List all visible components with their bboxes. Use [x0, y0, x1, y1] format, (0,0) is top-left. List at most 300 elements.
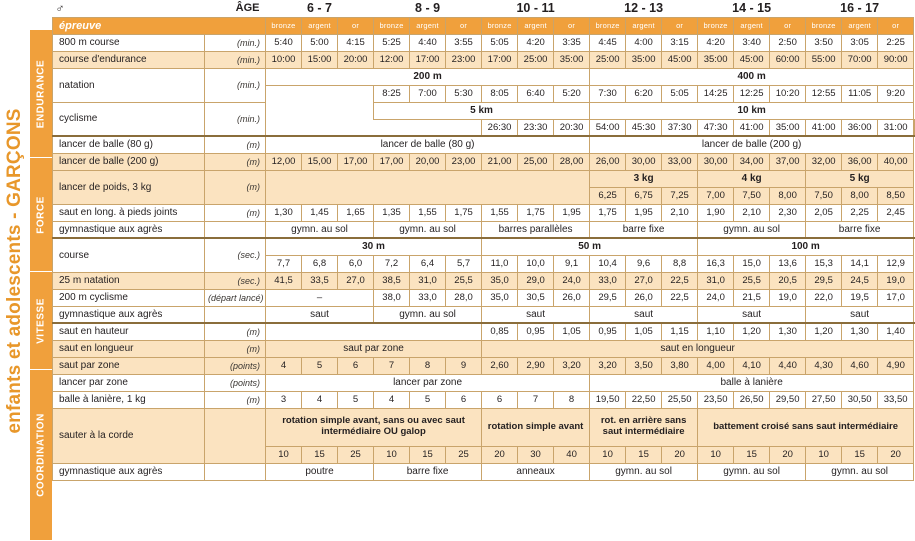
cell: 31,0: [410, 272, 446, 289]
row-label: 200 m cyclisme: [53, 289, 205, 306]
table-row: [53, 238, 915, 255]
table-row: [53, 408, 915, 446]
row-unit: [205, 463, 266, 480]
cell: 26,50: [734, 391, 770, 408]
row-unit: (m): [205, 391, 266, 408]
medal-argent: argent: [302, 17, 338, 34]
merged-cell: 100 m: [698, 238, 914, 255]
cell: 5:40: [266, 34, 302, 51]
table-row: [53, 357, 915, 374]
medal-argent: argent: [842, 17, 878, 34]
cell-empty: [374, 119, 482, 136]
cell: 1,95: [554, 204, 590, 221]
cell: 1,65: [338, 204, 374, 221]
cell: 7,50: [734, 187, 770, 204]
row-label: lancer par zone: [53, 374, 205, 391]
cell-empty: [266, 85, 302, 102]
cell: 6,75: [626, 187, 662, 204]
cell: 25,5: [446, 272, 482, 289]
table-row: [53, 204, 915, 221]
section-band: [30, 0, 52, 541]
cell: 19,5: [842, 289, 878, 306]
cell: 35:00: [770, 119, 806, 136]
cell: 4: [374, 391, 410, 408]
cell: 15:00: [302, 51, 338, 68]
cell: 8:05: [482, 85, 518, 102]
cell: 41:00: [806, 119, 842, 136]
merged-cell: battement croisé sans saut intermédiaire: [698, 408, 914, 446]
section-force-label: FORCE: [35, 195, 47, 234]
medal-or: or: [770, 17, 806, 34]
cell: 2,90: [518, 357, 554, 374]
cell: 29,5: [590, 289, 626, 306]
cell: 10: [698, 446, 734, 463]
cell: 2,25: [842, 204, 878, 221]
cell: 10: [806, 446, 842, 463]
cell: 33,0: [410, 289, 446, 306]
merged-cell: 10 km: [590, 102, 914, 119]
medal-or: or: [662, 17, 698, 34]
table-row: [53, 391, 915, 408]
table-row: [53, 289, 915, 306]
merged-cell: 400 m: [590, 68, 914, 85]
cell: 3,20: [554, 357, 590, 374]
cell: 14,1: [842, 255, 878, 272]
cell: 1,35: [374, 204, 410, 221]
merged-cell-empty: [266, 170, 590, 204]
medal-argent: argent: [410, 17, 446, 34]
cell: 0,95: [518, 323, 554, 340]
cell: 1,45: [302, 204, 338, 221]
cell: 3:55: [446, 34, 482, 51]
cell: 9,6: [626, 255, 662, 272]
row-unit: (m): [205, 204, 266, 221]
merged-cell: 50 m: [482, 238, 698, 255]
row-label: natation: [53, 68, 205, 102]
epreuve-header: épreuve: [53, 17, 266, 34]
cell: 23,50: [698, 391, 734, 408]
merged-cell: gymn. au sol: [698, 463, 806, 480]
row-label: lancer de poids, 3 kg: [53, 170, 205, 204]
cell: 7:00: [410, 85, 446, 102]
row-label: course d'endurance: [53, 51, 205, 68]
cell: 1,30: [842, 323, 878, 340]
cell: 8:25: [374, 85, 410, 102]
cell: 1,20: [806, 323, 842, 340]
merged-cell: saut: [482, 306, 590, 323]
age-group-6-7: 6 - 7: [266, 0, 374, 17]
cell: 4: [266, 357, 302, 374]
cell: 27,0: [338, 272, 374, 289]
cell: 1,05: [554, 323, 590, 340]
cell: 54:00: [590, 119, 626, 136]
cell: 1,75: [590, 204, 626, 221]
cell: 3,20: [590, 357, 626, 374]
table-row: [53, 102, 915, 119]
cell: 37,00: [770, 153, 806, 170]
cell: 7,7: [266, 255, 302, 272]
cell: 15: [302, 446, 338, 463]
cell: 9: [446, 357, 482, 374]
cell: 23:30: [518, 119, 554, 136]
cell: 33,50: [878, 391, 914, 408]
cell: 37:30: [662, 119, 698, 136]
table-row: [53, 323, 915, 340]
cell: 22,0: [806, 289, 842, 306]
row-label: course: [53, 238, 205, 272]
cell: 12,9: [878, 255, 914, 272]
row-label: balle à lanière, 1 kg: [53, 391, 205, 408]
cell: 27,50: [806, 391, 842, 408]
cell: 55:00: [806, 51, 842, 68]
cell: 36:00: [842, 119, 878, 136]
cell: 6:20: [626, 85, 662, 102]
cell: 1,75: [518, 204, 554, 221]
row-label: gymnastique aux agrès: [53, 306, 205, 323]
cell: 2,10: [662, 204, 698, 221]
merged-cell: lancer de balle (200 g): [590, 136, 914, 153]
table-row: [53, 463, 915, 480]
cell: 6: [338, 357, 374, 374]
medal-or: or: [554, 17, 590, 34]
section-vitesse-label: VITESSE: [35, 297, 47, 344]
cell: 33,5: [302, 272, 338, 289]
merged-cell: gymn. au sol: [590, 463, 698, 480]
medal-bronze: bronze: [806, 17, 842, 34]
table-row: [53, 306, 915, 323]
cell: –: [266, 289, 374, 306]
cell: 9:20: [878, 85, 914, 102]
cell: 7:30: [590, 85, 626, 102]
table-header-medal-row: [53, 17, 915, 34]
merged-cell-empty: [266, 102, 374, 119]
row-label: cyclisme: [53, 102, 205, 136]
section-vitesse: [30, 272, 52, 370]
cell: 10,4: [590, 255, 626, 272]
cell: 11:05: [842, 85, 878, 102]
merged-cell: 5 kg: [806, 170, 914, 187]
merged-cell: anneaux: [482, 463, 590, 480]
cell: 4:00: [626, 34, 662, 51]
cell: 2:25: [878, 34, 914, 51]
cell: 25:00: [590, 51, 626, 68]
cell: 4: [302, 391, 338, 408]
cell: 10:00: [266, 51, 302, 68]
cell: 8: [410, 357, 446, 374]
cell: 3,80: [662, 357, 698, 374]
cell: 8,8: [662, 255, 698, 272]
cell: 1,05: [626, 323, 662, 340]
cell: 1,90: [698, 204, 734, 221]
table-row: [53, 136, 915, 153]
cell: 10,0: [518, 255, 554, 272]
merged-cell: 4 kg: [698, 170, 806, 187]
age-label: ÂGE: [205, 0, 266, 17]
row-unit: (sec.): [205, 238, 266, 272]
row-unit: (min.): [205, 51, 266, 68]
medal-or: or: [446, 17, 482, 34]
cell: 45:00: [662, 51, 698, 68]
cell: 12:25: [734, 85, 770, 102]
merged-cell: barre fixe: [374, 463, 482, 480]
age-group-8-9: 8 - 9: [374, 0, 482, 17]
cell: 15: [626, 446, 662, 463]
cell: 28,00: [554, 153, 590, 170]
row-unit: (min.): [205, 102, 266, 136]
cell: 2,30: [770, 204, 806, 221]
cell: 12:55: [806, 85, 842, 102]
table-row: [53, 153, 915, 170]
cell: 24,5: [842, 272, 878, 289]
row-label: saut par zone: [53, 357, 205, 374]
cell: 26,0: [626, 289, 662, 306]
row-unit: [205, 221, 266, 238]
cell: 1,40: [878, 323, 914, 340]
cell: 20:00: [338, 51, 374, 68]
cell: 29,5: [806, 272, 842, 289]
merged-cell: 5 km: [374, 102, 590, 119]
cell: 8: [554, 391, 590, 408]
vertical-title-text: enfants et adolescents - GARÇONS: [4, 107, 25, 434]
row-unit: [205, 306, 266, 323]
cell: 15: [842, 446, 878, 463]
age-group-14-15: 14 - 15: [698, 0, 806, 17]
merged-cell: balle à lanière: [590, 374, 914, 391]
cell: 5:05: [482, 34, 518, 51]
row-label: lancer de balle (200 g): [53, 153, 205, 170]
row-label: saut en longueur: [53, 340, 205, 357]
cell: 6:40: [518, 85, 554, 102]
cell: 6,0: [338, 255, 374, 272]
cell: 0,85: [482, 323, 518, 340]
cell: 4,30: [806, 357, 842, 374]
cell: 35,0: [482, 272, 518, 289]
cell: 8,00: [770, 187, 806, 204]
row-label: saut en hauteur: [53, 323, 205, 340]
section-endurance: [30, 30, 52, 158]
cell: 1,30: [266, 204, 302, 221]
cell: 26,00: [590, 153, 626, 170]
row-label: saut en long. à pieds joints: [53, 204, 205, 221]
table-row: [53, 340, 915, 357]
performance-table-wrap: [52, 0, 915, 541]
merged-cell: rotation simple avant: [482, 408, 590, 446]
cell: 20,00: [410, 153, 446, 170]
medal-or: or: [878, 17, 914, 34]
cell: 20: [770, 446, 806, 463]
row-unit: (points): [205, 374, 266, 391]
cell: 45:30: [626, 119, 662, 136]
age-group-12-13: 12 - 13: [590, 0, 698, 17]
cell: 10:20: [770, 85, 806, 102]
cell: 4:15: [338, 34, 374, 51]
cell: 33,00: [662, 153, 698, 170]
merged-cell: saut: [806, 306, 914, 323]
row-label: lancer de balle (80 g): [53, 136, 205, 153]
cell: 1,95: [626, 204, 662, 221]
cell: 23:00: [446, 51, 482, 68]
merged-cell: gymn. au sol: [806, 463, 914, 480]
table-row: [53, 272, 915, 289]
age-group-10-11: 10 - 11: [482, 0, 590, 17]
merged-cell: gymn. au sol: [374, 221, 482, 238]
row-unit: (m): [205, 340, 266, 357]
cell: 6: [446, 391, 482, 408]
merged-cell: 200 m: [266, 68, 590, 85]
row-unit: (points): [205, 357, 266, 374]
cell: 4,90: [878, 357, 914, 374]
row-unit: (départ lancé): [205, 289, 266, 306]
cell: 3:40: [734, 34, 770, 51]
cell: 25,50: [662, 391, 698, 408]
cell: 27,0: [626, 272, 662, 289]
cell: 5:00: [302, 34, 338, 51]
cell: 5: [302, 357, 338, 374]
cell: 1,55: [410, 204, 446, 221]
cell: 1,15: [662, 323, 698, 340]
medal-bronze: bronze: [482, 17, 518, 34]
merged-cell: gymn. au sol: [266, 221, 374, 238]
merged-cell: saut par zone: [266, 340, 482, 357]
row-unit: (min.): [205, 68, 266, 102]
merged-cell: rot. en arrière sans saut intermédiaire: [590, 408, 698, 446]
medal-argent: argent: [518, 17, 554, 34]
cell: 9,1: [554, 255, 590, 272]
section-force: [30, 158, 52, 272]
cell: 11,0: [482, 255, 518, 272]
cell: 15,00: [302, 153, 338, 170]
merged-cell: gymn. au sol: [374, 306, 482, 323]
cell: 30,5: [518, 289, 554, 306]
cell: 4,00: [698, 357, 734, 374]
merged-cell: saut: [266, 306, 374, 323]
cell: 5: [410, 391, 446, 408]
cell: 6,25: [590, 187, 626, 204]
cell: 38,5: [374, 272, 410, 289]
cell: 6,8: [302, 255, 338, 272]
cell: 15: [734, 446, 770, 463]
table-row: [53, 374, 915, 391]
row-unit: (m): [205, 136, 266, 153]
table-row: [53, 170, 915, 187]
cell: 4:20: [698, 34, 734, 51]
merged-cell: 30 m: [266, 238, 482, 255]
merged-cell: saut en longueur: [482, 340, 914, 357]
cell: 15: [410, 446, 446, 463]
age-group-16-17: 16 - 17: [806, 0, 914, 17]
cell: 15,0: [734, 255, 770, 272]
merged-cell: rotation simple avant, sans ou avec saut intermédiaire OU galop: [266, 408, 482, 446]
cell: 30,50: [842, 391, 878, 408]
cell: 4,40: [770, 357, 806, 374]
band-blank: [30, 0, 52, 30]
cell: 4:40: [410, 34, 446, 51]
cell: 60:00: [770, 51, 806, 68]
cell: 6,4: [410, 255, 446, 272]
cell: 12,00: [266, 153, 302, 170]
cell: 10: [266, 446, 302, 463]
cell: 90:00: [878, 51, 914, 68]
merged-cell: lancer par zone: [266, 374, 590, 391]
cell: 1,75: [446, 204, 482, 221]
cell: 5:25: [374, 34, 410, 51]
cell: 3:05: [842, 34, 878, 51]
cell: 3:35: [554, 34, 590, 51]
cell: 29,0: [518, 272, 554, 289]
cell: 7: [374, 357, 410, 374]
cell: 20: [662, 446, 698, 463]
cell: 10: [590, 446, 626, 463]
merged-cell: gymn. au sol: [698, 221, 806, 238]
cell: 6: [482, 391, 518, 408]
cell: 7,2: [374, 255, 410, 272]
cell: 21,5: [734, 289, 770, 306]
cell: 3,50: [626, 357, 662, 374]
cell: 40: [554, 446, 590, 463]
cell: 31:00: [878, 119, 914, 136]
row-unit: (m): [205, 170, 266, 204]
cell: 19,0: [878, 272, 914, 289]
cell: 3: [266, 391, 302, 408]
cell: 26:30: [482, 119, 518, 136]
cell: 2,10: [734, 204, 770, 221]
cell: 19,50: [590, 391, 626, 408]
merged-cell: poutre: [266, 463, 374, 480]
cell: 30: [518, 446, 554, 463]
cell: 35:00: [698, 51, 734, 68]
merged-cell: lancer de balle (80 g): [266, 136, 590, 153]
cell: 0,95: [590, 323, 626, 340]
cell: 20:30: [554, 119, 590, 136]
gender-symbol: ♂: [53, 0, 205, 17]
cell: 7: [518, 391, 554, 408]
medal-bronze: bronze: [590, 17, 626, 34]
cell: 35,0: [482, 289, 518, 306]
cell: 8,50: [878, 187, 914, 204]
cell: 16,3: [698, 255, 734, 272]
cell: 5:20: [554, 85, 590, 102]
cell: 22,5: [662, 289, 698, 306]
table-row: [53, 34, 915, 51]
cell: 2,60: [482, 357, 518, 374]
cell: 70:00: [842, 51, 878, 68]
medal-bronze: bronze: [266, 17, 302, 34]
cell: 26,0: [554, 289, 590, 306]
cell: 17,00: [374, 153, 410, 170]
cell: 2,05: [806, 204, 842, 221]
cell: 34,00: [734, 153, 770, 170]
cell: 10: [374, 446, 410, 463]
cell: 14:25: [698, 85, 734, 102]
merged-cell: 3 kg: [590, 170, 698, 187]
cell: 19,0: [770, 289, 806, 306]
cell: 7,00: [698, 187, 734, 204]
cell: 12:00: [374, 51, 410, 68]
row-label: gymnastique aux agrès: [53, 463, 205, 480]
cell: 20: [482, 446, 518, 463]
cell: 15,3: [806, 255, 842, 272]
section-endurance-label: ENDURANCE: [35, 59, 47, 128]
cell: 25,5: [734, 272, 770, 289]
cell: 22,5: [662, 272, 698, 289]
medal-argent: argent: [734, 17, 770, 34]
cell: 23,00: [446, 153, 482, 170]
cell: 29,50: [770, 391, 806, 408]
cell: 2,45: [878, 204, 914, 221]
row-label: 25 m natation: [53, 272, 205, 289]
row-unit: (min.): [205, 34, 266, 51]
cell: 25: [338, 446, 374, 463]
